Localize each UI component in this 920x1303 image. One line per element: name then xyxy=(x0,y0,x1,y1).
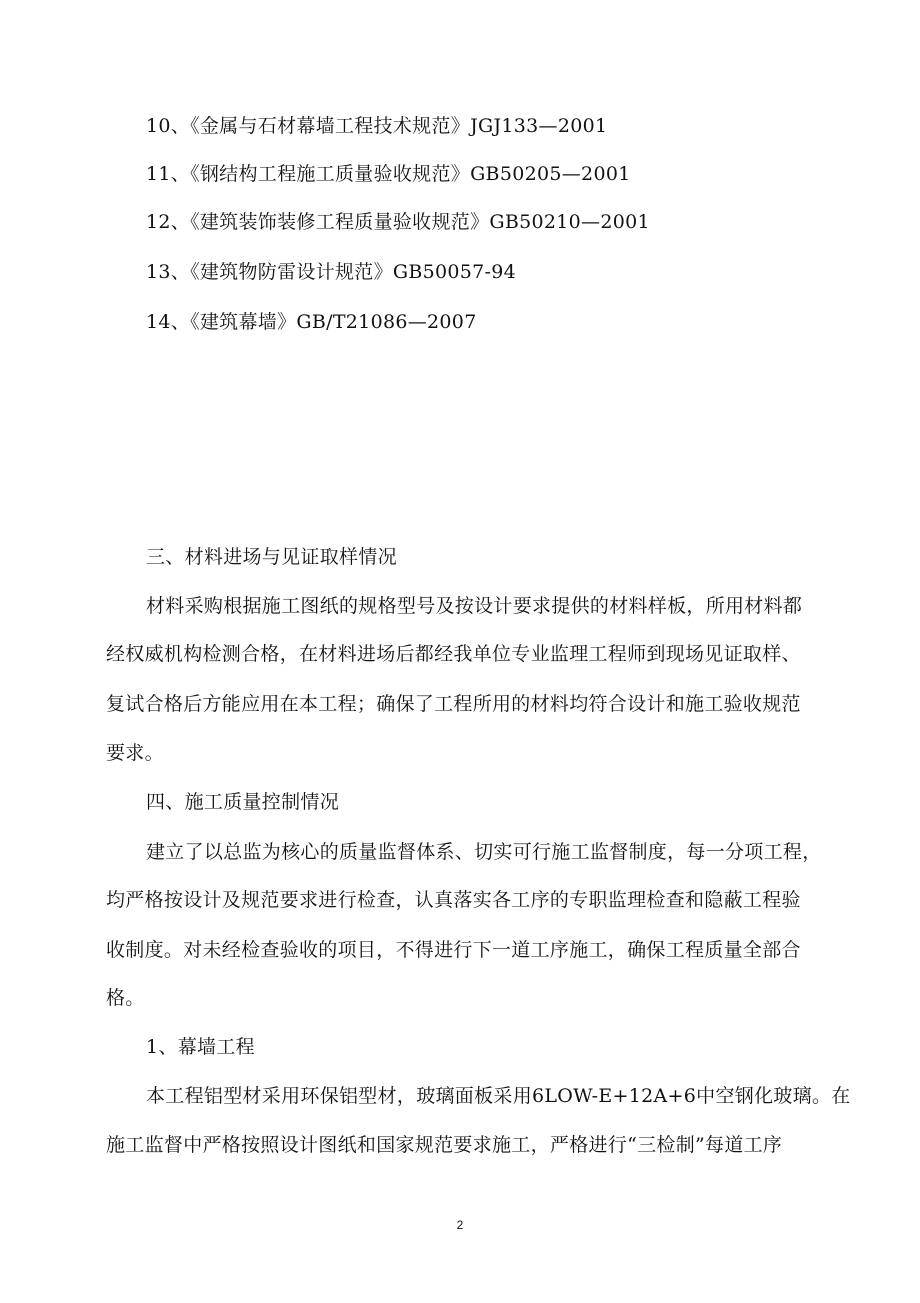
section-4-line-3: 收制度。对未经检查验收的项目，不得进行下一道工序施工，确保工程质量全部合 xyxy=(106,939,801,961)
section-4-line-2: 均严格按设计及规范要求进行检查，认真落实各工序的专职监理检查和隐蔽工程验 xyxy=(106,889,801,911)
section-3-line-4: 要求。 xyxy=(106,742,164,764)
section-3-line-3: 复试合格后方能应用在本工程；确保了工程所用的材料均符合设计和施工验收规范 xyxy=(106,693,801,715)
reference-item-12: 12、《建筑装饰装修工程质量验收规范》GB50210—2001 xyxy=(146,211,650,233)
section-3-heading: 三、材料进场与见证取样情况 xyxy=(146,546,397,568)
section-4-line-1: 建立了以总监为核心的质量监督体系、切实可行施工监督制度，每一分项工程， xyxy=(146,841,822,863)
reference-item-11: 11、《钢结构工程施工质量验收规范》GB50205—2001 xyxy=(146,163,631,185)
subsection-1-line-1: 本工程铝型材采用环保铝型材，玻璃面板采用6LOW-E+12A+6中空钢化玻璃。在 xyxy=(146,1085,851,1107)
subsection-1-heading: 1、幕墙工程 xyxy=(146,1036,255,1058)
reference-item-13: 13、《建筑物防雷设计规范》GB50057-94 xyxy=(146,261,517,283)
reference-item-14: 14、《建筑幕墙》GB/T21086—2007 xyxy=(146,311,477,333)
page-number: 2 xyxy=(456,1218,464,1232)
section-4-heading: 四、施工质量控制情况 xyxy=(146,791,340,813)
subsection-1-line-2: 施工监督中严格按照设计图纸和国家规范要求施工，严格进行“三检制”每道工序 xyxy=(106,1134,783,1156)
reference-item-10: 10、《金属与石材幕墙工程技术规范》JGJ133—2001 xyxy=(146,115,608,137)
section-3-line-2: 经权威机构检测合格，在材料进场后都经我单位专业监理工程师到现场见证取样、 xyxy=(106,643,801,665)
section-4-line-4: 格。 xyxy=(106,987,145,1009)
section-3-line-1: 材料采购根据施工图纸的规格型号及按设计要求提供的材料样板，所用材料都 xyxy=(146,595,803,617)
